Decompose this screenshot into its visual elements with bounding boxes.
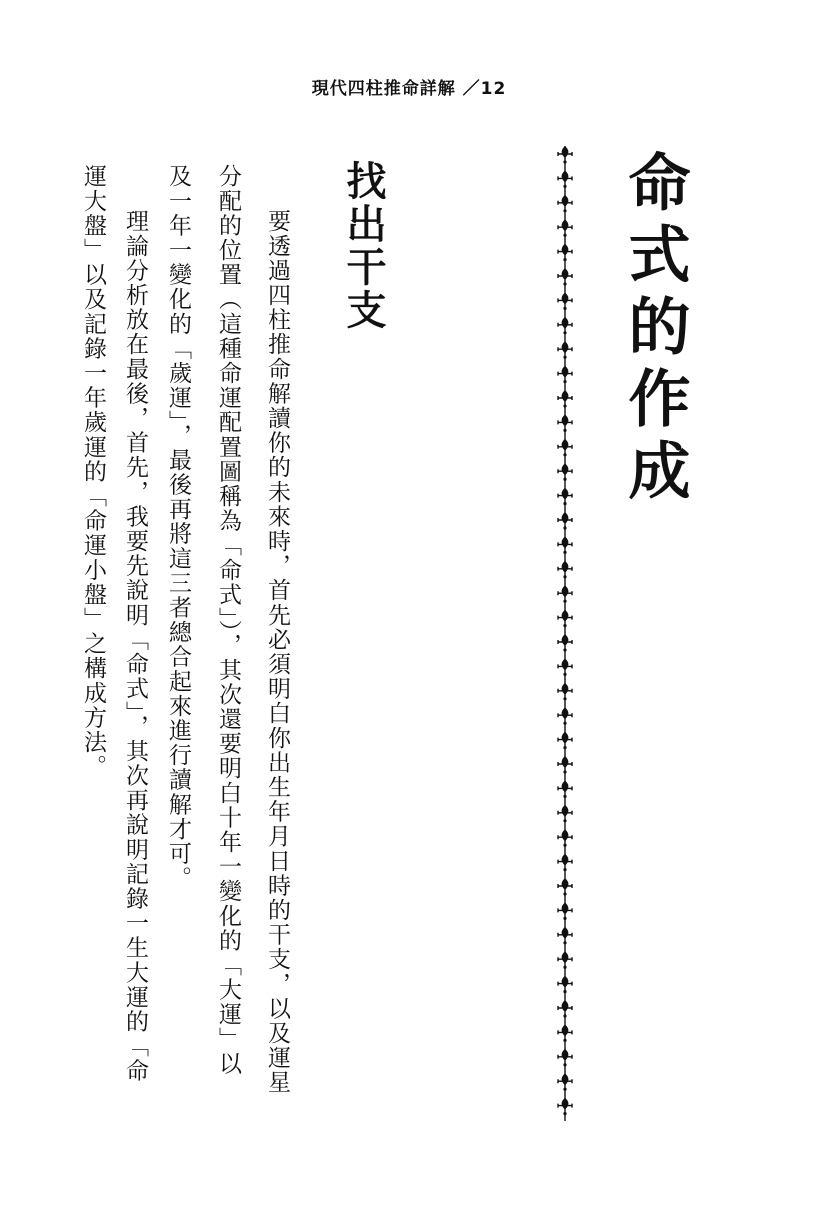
fleuron-chain-icon: [551, 146, 579, 1121]
section-title: 找出干支: [340, 160, 386, 332]
chapter-title: 命式的作成: [618, 150, 691, 510]
running-header: 現代四柱推命詳解 ／12: [311, 79, 507, 99]
paragraph-1-line-2: 分配的位置（這種命運配置圖稱為「命式」），其次還要明白十年一變化的「大運」以: [215, 164, 241, 1076]
paragraph-2-line-1: 理論分析放在最後，首先，我要先說明「命式」，其次再說明記錄一生大運的「命: [122, 209, 148, 1084]
paragraph-1-line-1: 要透過四柱推命解讀你的未來時，首先必須明白你出生年月日時的干支，以及運星: [264, 209, 290, 1095]
paragraph-1-line-3: 及一年一變化的「歲運」，最後再將這三者總合起來進行讀解才可。: [165, 164, 191, 891]
paragraph-2-line-2: 運大盤」以及記錄一年歲運的「命運小盤」之構成方法。: [80, 164, 106, 779]
